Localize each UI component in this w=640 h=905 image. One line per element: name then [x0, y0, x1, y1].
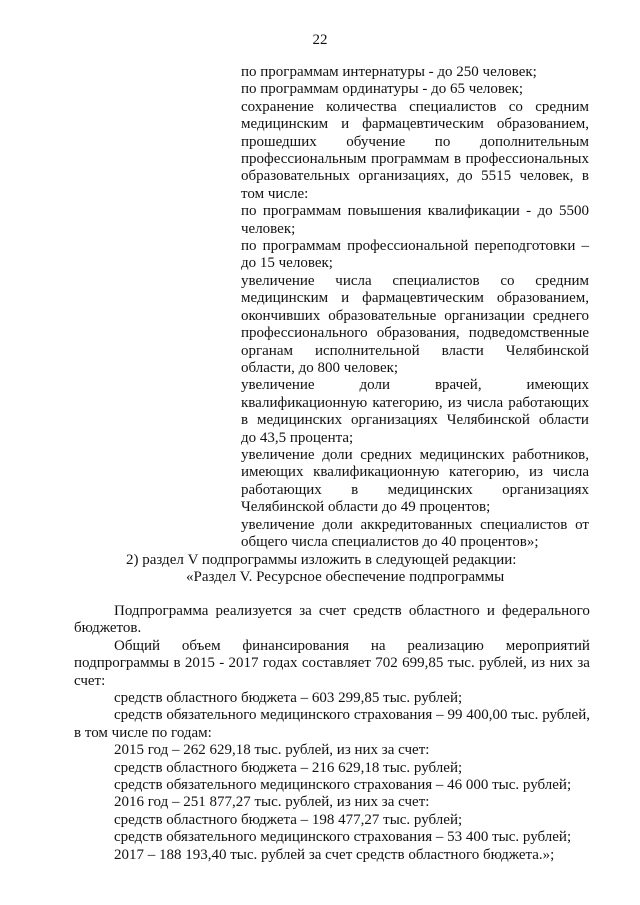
- text-line: средств областного бюджета – 603 299,85 тыс. рублей;: [114, 690, 463, 707]
- text-line: человек;: [241, 220, 296, 237]
- body-text: [74, 603, 590, 864]
- text-line: медицинским и фармацевтическим образованием,: [241, 116, 589, 133]
- text-line: окончивших образовательные организации среднего: [241, 307, 589, 324]
- text-line: средств обязательного медицинского страхования – 99 400,00 тыс. рублей,: [114, 707, 590, 724]
- text-line: прошедших обучение по дополнительным: [241, 133, 589, 150]
- text-line: имеющих квалификационную категорию, из числа: [241, 464, 589, 481]
- text-line: квалификационную категорию, из числа работающих: [241, 394, 589, 411]
- section-title: «Раздел V. Ресурсное обеспечение подпрограммы: [186, 569, 505, 585]
- text-line: до 43,5 процента;: [241, 429, 354, 446]
- text-line: работающих в медицинских организациях: [241, 481, 589, 498]
- text-line: органам исполнительной власти Челябинской: [241, 342, 589, 359]
- text-line: в медицинских организациях Челябинской области: [241, 412, 589, 429]
- text-line: Подпрограмма реализуется за счет средств областного и федерального: [114, 603, 590, 619]
- text-line: 2016 год – 251 877,27 тыс. рублей, из них за счет:: [114, 794, 430, 811]
- text-line: Общий объем финансирования на реализацию мероприятий: [114, 637, 590, 654]
- text-line: медицинским и фармацевтическим образованием,: [241, 290, 589, 307]
- text-line: средств областного бюджета – 216 629,18 тыс. рублей;: [114, 759, 463, 776]
- text-line: счет:: [74, 672, 106, 689]
- page-number: 22: [312, 32, 328, 48]
- text-line: сохранение количества специалистов со средним: [241, 98, 589, 115]
- text-line: по программам профессиональной переподготовки –: [241, 238, 589, 255]
- text-line: бюджетов.: [74, 620, 142, 637]
- text-line: увеличение доли аккредитованных специалистов от: [241, 516, 589, 533]
- text-line: по программам повышения квалификации - до 5500: [241, 203, 589, 220]
- text-line: средств областного бюджета – 198 477,27 тыс. рублей;: [114, 811, 463, 828]
- text-line: в том числе по годам:: [74, 724, 212, 741]
- section-item: 2) раздел V подпрограммы изложить в следующей редакции:: [126, 552, 517, 568]
- text-line: общего числа специалистов до 40 процентов»;: [241, 533, 539, 550]
- text-line: средств обязательного медицинского страхования – 53 400 тыс. рублей;: [114, 829, 572, 846]
- text-line: средств обязательного медицинского страхования – 46 000 тыс. рублей;: [114, 777, 572, 794]
- text-line: Челябинской области до 49 процентов;: [241, 499, 491, 516]
- text-line: 2017 – 188 193,40 тыс. рублей за счет средств областного бюджета.»;: [114, 846, 555, 863]
- text-line: до 15 человек;: [241, 255, 333, 272]
- text-line: увеличение доли средних медицинских работников,: [241, 446, 589, 463]
- text-line: подпрограммы в 2015 - 2017 годах составляет 702 699,85 тыс. рублей, из них за: [74, 655, 590, 672]
- text-line: по программам интернатуры - до 250 человек;: [241, 64, 537, 80]
- text-line: том числе:: [241, 185, 309, 202]
- right-column-list: [241, 64, 589, 551]
- text-line: профессиональным программам в профессиональных: [241, 151, 589, 168]
- text-line: профессионального образования, подведомственные: [241, 325, 589, 342]
- text-line: по программам ординатуры - до 65 человек;: [241, 81, 524, 98]
- text-line: увеличение доли врачей, имеющих: [241, 377, 589, 394]
- text-line: области, до 800 человек;: [241, 359, 399, 376]
- text-line: увеличение числа специалистов со средним: [241, 272, 589, 289]
- text-line: образовательных организациях, до 5515 человек, в: [241, 168, 589, 185]
- text-line: 2015 год – 262 629,18 тыс. рублей, из них за счет:: [114, 742, 430, 759]
